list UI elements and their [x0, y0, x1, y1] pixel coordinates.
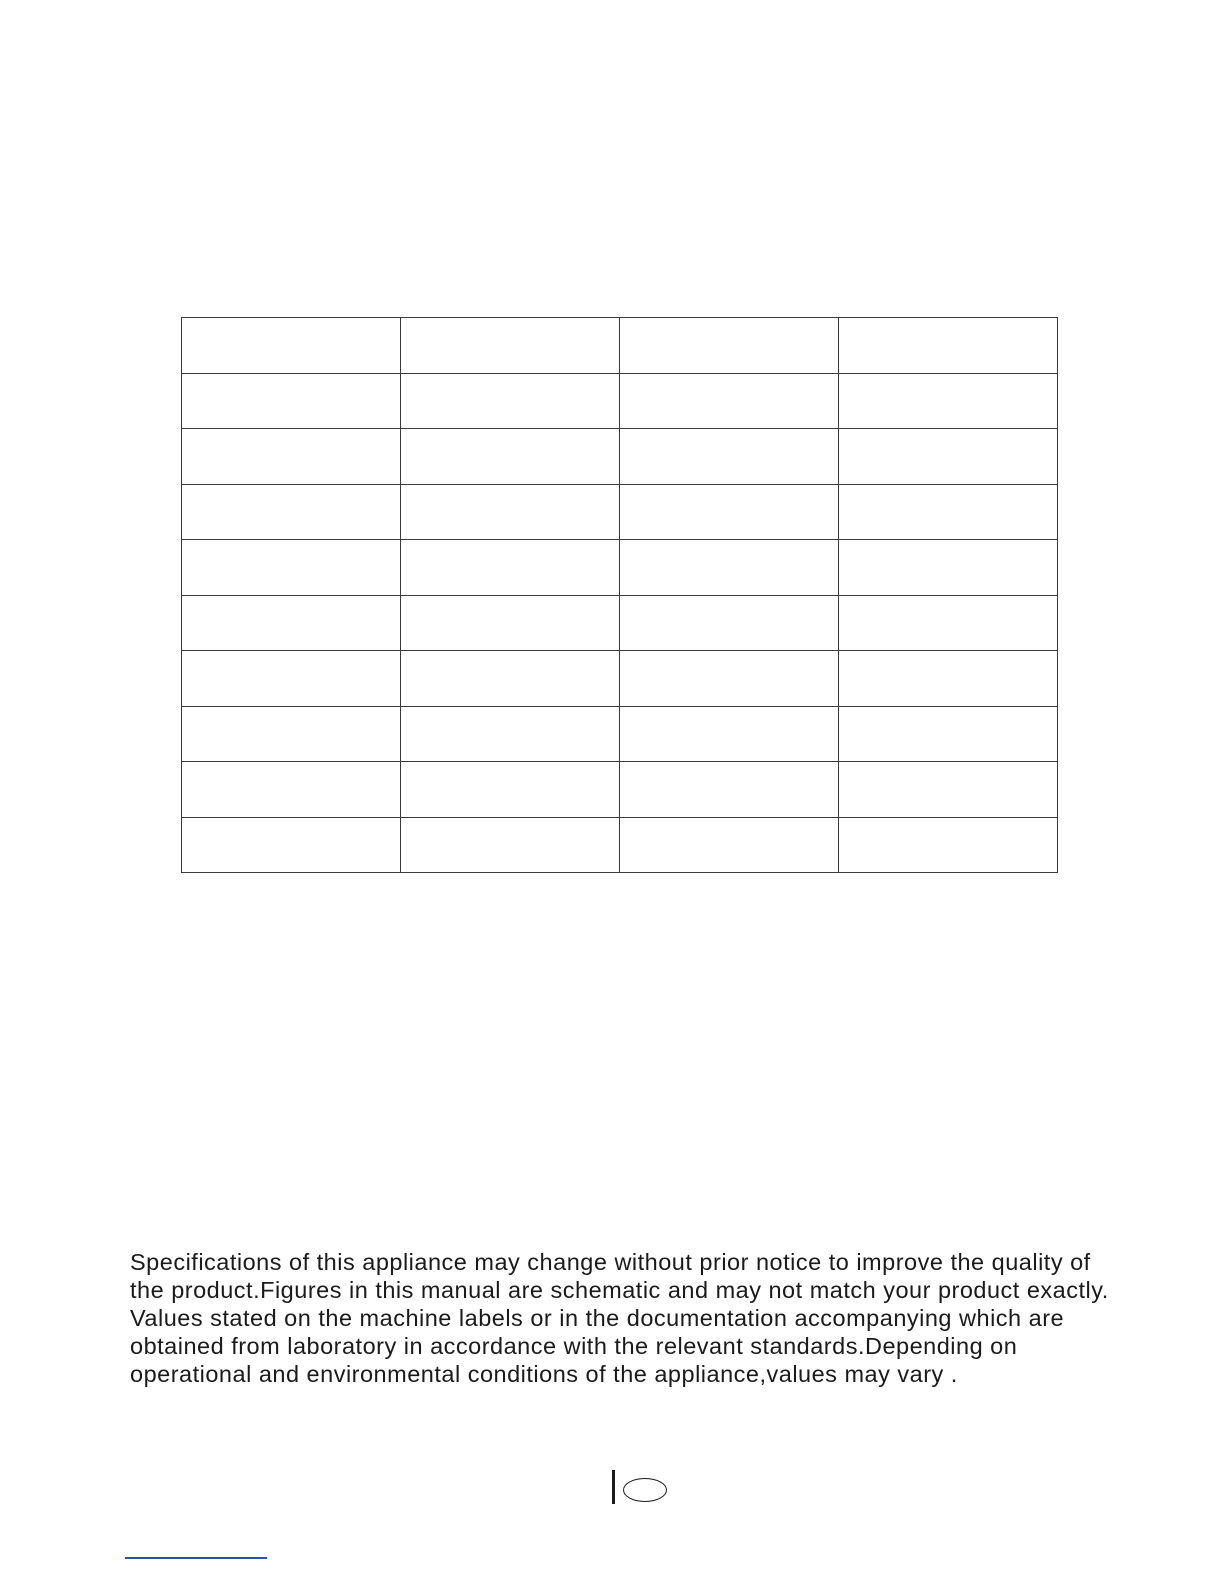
- table-cell: [401, 706, 620, 762]
- table-cell: [620, 595, 839, 651]
- table-cell: [620, 706, 839, 762]
- table-cell: [839, 318, 1058, 374]
- table-cell: [620, 540, 839, 596]
- table-row: [182, 429, 1058, 485]
- table-cell: [401, 540, 620, 596]
- table-cell: [620, 484, 839, 540]
- table-cell: [839, 762, 1058, 818]
- marker-oval: [623, 1478, 667, 1502]
- table-cell: [620, 373, 839, 429]
- table-row: [182, 540, 1058, 596]
- table-cell: [620, 429, 839, 485]
- table-cell: [401, 651, 620, 707]
- table-cell: [401, 595, 620, 651]
- table-cell: [182, 429, 401, 485]
- notice-paragraph-1: Specifications of this appliance may change without prior notice to improve the quality of the product.Figures in this manual are schematic and may not match your product exactly.: [130, 1249, 1109, 1303]
- table-row: [182, 373, 1058, 429]
- table-cell: [620, 651, 839, 707]
- table-cell: [839, 484, 1058, 540]
- table-cell: [401, 373, 620, 429]
- table-row: [182, 484, 1058, 540]
- table-cell: [182, 817, 401, 873]
- table-cell: [182, 595, 401, 651]
- table-cell: [839, 706, 1058, 762]
- table-row: [182, 318, 1058, 374]
- table-cell: [182, 651, 401, 707]
- table-row: [182, 651, 1058, 707]
- table-cell: [620, 318, 839, 374]
- notice-block: [130, 1248, 1130, 1388]
- notice-paragraph-2: Values stated on the machine labels or in the documentation accompanying which are obtained from laboratory in accordance with the relevant standards.Depending on operational and environmental conditions of the appliance,values may vary .: [130, 1305, 1065, 1387]
- table-cell: [182, 540, 401, 596]
- table-row: [182, 595, 1058, 651]
- table-row: [182, 817, 1058, 873]
- table-row: [182, 762, 1058, 818]
- table-cell: [182, 484, 401, 540]
- table-cell: [401, 762, 620, 818]
- page-marker-icon: [610, 1470, 672, 1506]
- table-cell: [401, 318, 620, 374]
- table-cell: [182, 318, 401, 374]
- table-cell: [620, 817, 839, 873]
- table-cell: [839, 429, 1058, 485]
- table-cell: [620, 762, 839, 818]
- table-cell: [839, 373, 1058, 429]
- table-row: [182, 706, 1058, 762]
- table-cell: [182, 762, 401, 818]
- spec-table: [181, 317, 1058, 873]
- footer-rule: [125, 1557, 267, 1559]
- spec-table-body: [182, 318, 1058, 873]
- marker-bar: [612, 1470, 615, 1504]
- table-cell: [401, 817, 620, 873]
- table-cell: [401, 429, 620, 485]
- table-cell: [839, 540, 1058, 596]
- table-cell: [839, 651, 1058, 707]
- table-cell: [839, 595, 1058, 651]
- table-cell: [182, 373, 401, 429]
- table-cell: [839, 817, 1058, 873]
- table-cell: [182, 706, 401, 762]
- table-cell: [401, 484, 620, 540]
